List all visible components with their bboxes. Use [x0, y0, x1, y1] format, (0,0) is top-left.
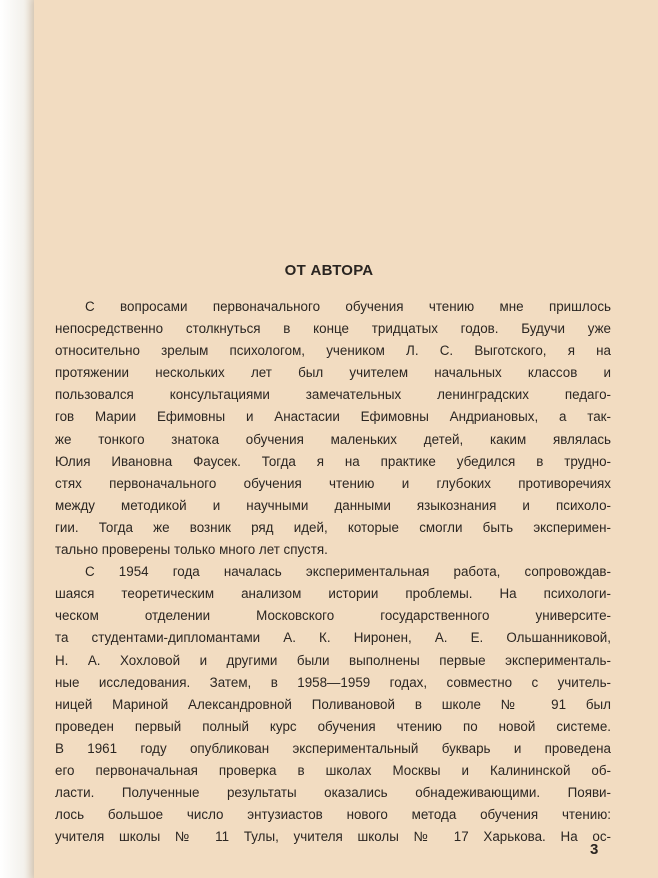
page-number: 3	[590, 841, 599, 858]
text-line: ные исследования. Затем, в 1958—1959 годах, совместно с учитель-	[55, 674, 611, 690]
text-line: же тонкого знатока обучения маленьких детей, каким являлась	[55, 431, 611, 447]
section-heading: ОТ АВТОРА	[284, 262, 374, 279]
text-line: лось большое число энтузиастов нового метода обучения чтению:	[55, 807, 611, 823]
text-line: С 1954 года началась экспериментальная работа, сопровождав-	[85, 564, 611, 580]
text-line: стях первоначального обучения чтению и глубоких противоречиях	[55, 475, 611, 491]
paragraph-1	[55, 296, 611, 561]
text-line: относительно зрелым психологом, учеником Л. С. Выготского, я на	[55, 343, 611, 359]
text-line: пользовался консультациями замечательных ленинградских педаго-	[55, 387, 611, 403]
text-line: учителя школы № 11 Тулы, учителя школы № 17 Харькова. На ос-	[55, 829, 611, 845]
text-line: между методикой и научными данными языкознания и психоло-	[55, 497, 611, 513]
body-text	[55, 296, 611, 848]
text-line: непосредственно столкнуться в конце тридцатых годов. Будучи уже	[55, 321, 611, 337]
text-line: протяжении нескольких лет был учителем начальных классов и	[55, 365, 611, 381]
page-edge	[0, 0, 34, 878]
text-line: шаяся теоретическим анализом истории проблемы. На психологи-	[55, 586, 611, 602]
text-line: С вопросами первоначального обучения чтению мне пришлось	[85, 299, 611, 314]
text-line: гии. Тогда же возник ряд идей, которые смогли быть эксперимен-	[55, 519, 611, 535]
text-line: гов Марии Ефимовны и Анастасии Ефимовны Андриановых, а так-	[55, 409, 611, 425]
text-line: ческом отделении Московского государственного университе-	[55, 608, 611, 624]
text-line: ласти. Полученные результаты оказались обнадеживающими. Появи-	[55, 785, 611, 801]
text-line: та студентами-дипломантами А. К. Ниронен, А. Е. Ольшанниковой,	[55, 630, 611, 646]
paragraph-2	[55, 561, 611, 848]
text-line: проведен первый полный курс обучения чтению по новой системе.	[55, 718, 611, 734]
text-line: Юлия Ивановна Фаусек. Тогда я на практике убедился в трудно-	[55, 453, 611, 469]
text-line: его первоначальная проверка в школах Москвы и Калининской об-	[55, 762, 611, 778]
text-line: Н. А. Хохловой и другими были выполнены первые эксперименталь-	[55, 652, 611, 668]
text-line: ницей Мариной Александровной Поливановой в школе № 91 был	[55, 696, 611, 712]
text-line: В 1961 году опубликован экспериментальный букварь и проведена	[55, 740, 611, 756]
text-line: тально проверены только много лет спустя.	[55, 542, 328, 558]
